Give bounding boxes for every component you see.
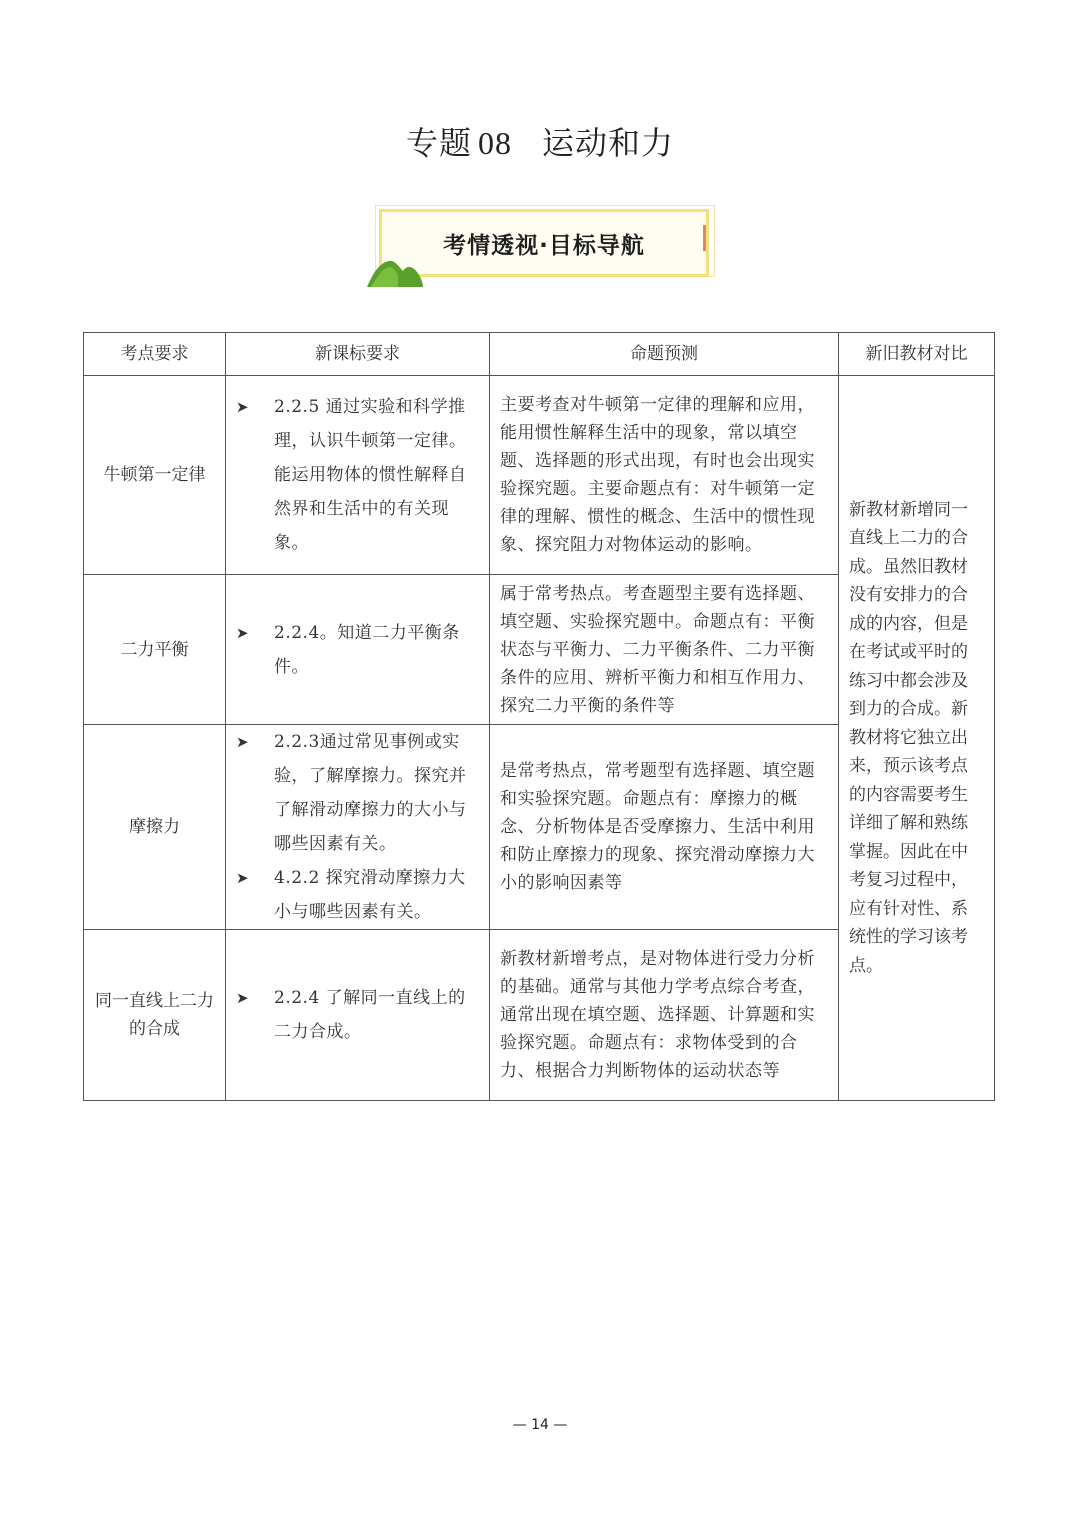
arrowhead-icon: ➤ [236,623,249,642]
page-number: — 14 — [512,1417,568,1433]
arrowhead-icon: ➤ [236,869,249,887]
comparison-cell: 新教材新增同一直线上二力的合成。虽然旧教材没有安排力的合成的内容，但是在考试或平时的练习中都会涉及到力的合成。新教材将它独立出来，预示该考点的内容需要考生详细了解和熟练掌握。因此在中考复习过程中，应有针对性、系统性的学习该考点。 [839,376,995,1101]
requirement-cell [226,930,490,1101]
topic-cell: 牛顿第一定律 [84,376,226,575]
prediction-cell: 属于常考热点。考查题型主要有选择题、填空题、实验探究题中。命题点有：平衡状态与平衡力、二力平衡条件、二力平衡条件的应用、辨析平衡力和相互作用力、探究二力平衡的条件等 [490,575,839,725]
table-header-row [84,333,995,376]
prediction-cell: 是常考热点，常考题型有选择题、填空题和实验探究题。命题点有：摩擦力的概念、分析物体是否受摩擦力、生活中利用和防止摩擦力的现象、探究滑动摩擦力大小的影响因素等 [490,725,839,930]
header-prediction: 命题预测 [490,333,839,376]
exam-analysis-table [83,332,995,1101]
requirement-item: ➤ 2.2.5 通过实验和科学推理，认识牛顿第一定律。能运用物体的惯性解释自然界和生活中的有关现象。 [236,390,479,560]
header-standard: 新课标要求 [226,333,490,376]
arrowhead-icon: ➤ [236,989,249,1007]
requirement-item: ➤ 2.2.4 了解同一直线上的二力合成。 [236,981,479,1049]
requirement-cell [226,376,490,575]
banner-text: 考情透视·目标导航 [443,232,645,259]
header-comparison: 新旧教材对比 [839,333,995,376]
topic-cell: 摩擦力 [84,725,226,930]
requirement-item: ➤ 4.2.2 探究滑动摩擦力大小与哪些因素有关。 [236,861,479,929]
requirement-item: ➤ 2.2.4。知道二力平衡条件。 [236,616,479,684]
requirement-cell [226,575,490,725]
arrowhead-icon: ➤ [236,398,249,416]
banner-accent-mark [703,225,706,251]
page-title [0,118,1080,164]
section-banner [365,205,723,285]
requirement-item: ➤ 2.2.3通过常见事例或实验，了解摩擦力。探究并了解滑动摩擦力的大小与哪些因素有关。 [236,725,479,861]
topic-cell: 同一直线上二力的合成 [84,930,226,1101]
title-prefix: 专题 [405,124,472,162]
header-topic: 考点要求 [84,333,226,376]
prediction-cell: 主要考查对牛顿第一定律的理解和应用，能用惯性解释生活中的现象，常以填空题、选择题的形式出现，有时也会出现实验探究题。主要命题点有：对牛顿第一定律的理解、惯性的概念、生活中的惯性现象、探究阻力对物体运动的影响。 [490,376,839,575]
table-row [84,376,995,575]
requirement-cell [226,725,490,930]
title-number: 08 [478,125,512,161]
arrowhead-icon: ➤ [236,733,249,751]
topic-cell: 二力平衡 [84,575,226,725]
hill-icon [365,245,425,289]
prediction-cell: 新教材新增考点，是对物体进行受力分析的基础。通常与其他力学考点综合考查，通常出现在填空题、选择题、计算题和实验探究题。命题点有：求物体受到的合力、根据合力判断物体的运动状态等 [490,930,839,1101]
title-subject: 运动和力 [542,124,675,162]
